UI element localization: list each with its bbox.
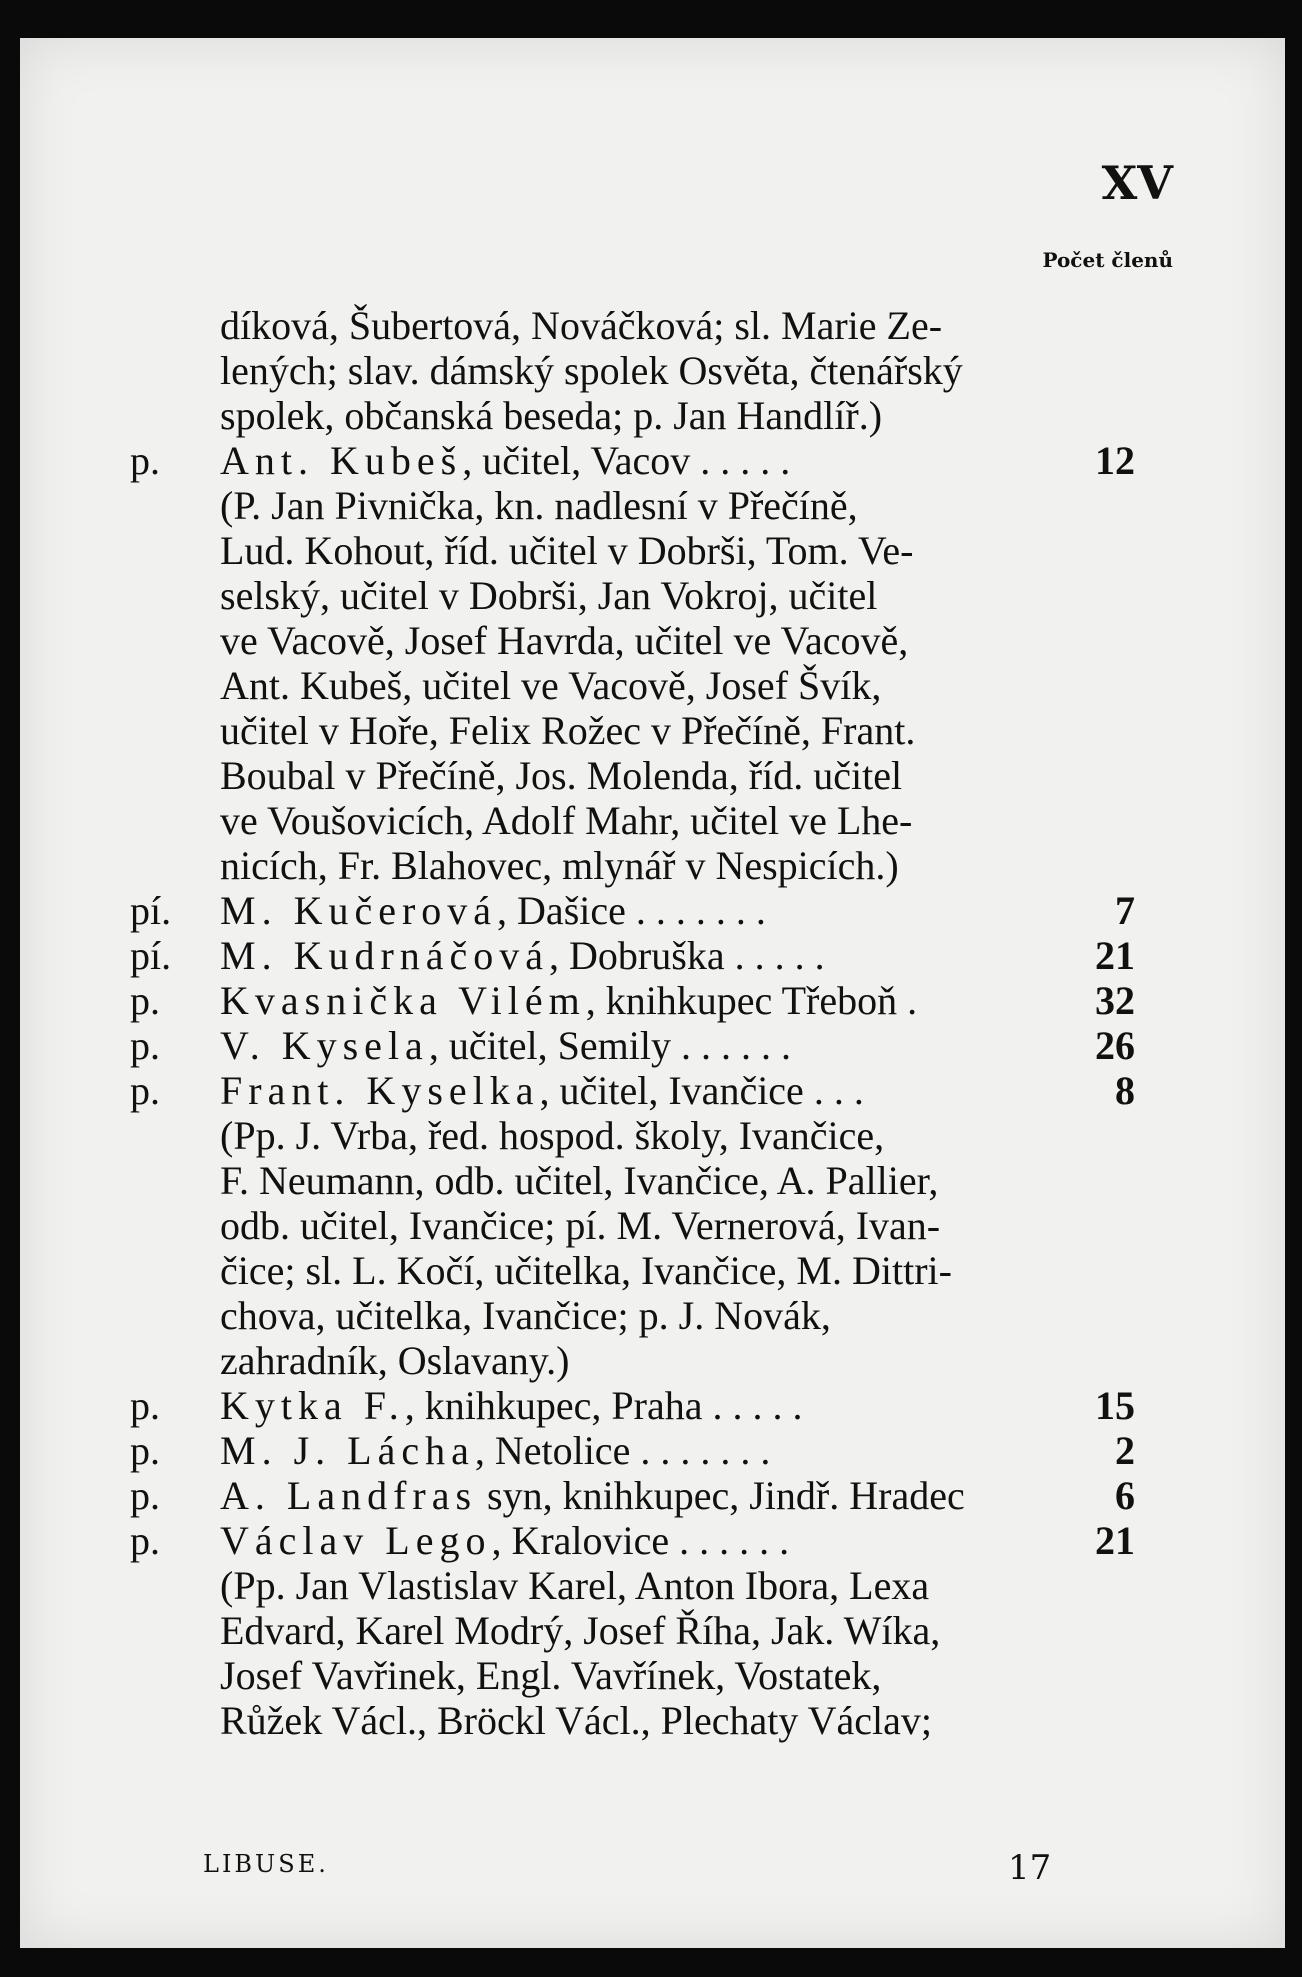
- entry-text: [220, 438, 1080, 483]
- entry-prefix: p.: [130, 1473, 160, 1518]
- entry-prefix: p.: [130, 1068, 160, 1113]
- entry-prefix: pí.: [130, 888, 172, 933]
- member-entry: [130, 438, 1135, 483]
- text-line: [130, 528, 1135, 573]
- text-line: [130, 1158, 1135, 1203]
- member-name: V. Kysela: [220, 1023, 429, 1068]
- member-entry: [130, 1023, 1135, 1068]
- book-page: [20, 38, 1285, 1948]
- text-line: [130, 843, 1135, 888]
- member-details: , učitel, Ivančice . . .: [539, 1068, 864, 1113]
- entry-text: [220, 888, 1080, 933]
- line-text: zahradník, Oslavany.): [220, 1338, 570, 1383]
- line-text: lených; slav. dámský spolek Osvěta, čtenářský: [220, 348, 963, 393]
- member-details: , Kralovice . . . . . .: [491, 1518, 790, 1563]
- entry-text: [220, 1518, 1080, 1563]
- entry-text: [220, 1068, 1080, 1113]
- member-count: 7: [1115, 888, 1135, 933]
- member-count: 32: [1095, 978, 1135, 1023]
- member-name: Ant. Kubeš: [220, 438, 463, 483]
- member-name: Kytka F.: [220, 1383, 405, 1428]
- member-details: , učitel, Vacov . . . . .: [462, 438, 791, 483]
- text-line: [130, 1608, 1135, 1653]
- text-line: [130, 1248, 1135, 1293]
- column-title: Počet členů: [1042, 248, 1173, 272]
- line-text: díková, Šubertová, Nováčková; sl. Marie Ze-: [220, 303, 943, 348]
- entry-prefix: p.: [130, 1428, 160, 1473]
- entry-text: [220, 1428, 1080, 1473]
- line-text: Lud. Kohout, říd. učitel v Dobrši, Tom. Ve-: [220, 528, 914, 573]
- text-line: [130, 483, 1135, 528]
- member-count: 12: [1095, 438, 1135, 483]
- line-text: čice; sl. L. Kočí, učitelka, Ivančice, M. Dittri-: [220, 1248, 952, 1293]
- member-count: 21: [1095, 1518, 1135, 1563]
- footer-signature: LIBUSE.: [203, 1850, 329, 1878]
- text-line: [130, 1338, 1135, 1383]
- line-text: ve Voušovicích, Adolf Mahr, učitel ve Lhe-: [220, 798, 913, 843]
- member-name: Frant. Kyselka: [220, 1068, 540, 1113]
- page-number: XV: [1101, 156, 1173, 210]
- member-name: A. Landfras: [220, 1473, 478, 1518]
- text-line: [130, 618, 1135, 663]
- text-line: [130, 573, 1135, 618]
- member-details: , knihkupec Třeboň .: [585, 978, 918, 1023]
- member-details: , Netolice . . . . . . .: [474, 1428, 771, 1473]
- entry-prefix: p.: [130, 1383, 160, 1428]
- text-line: [130, 303, 1135, 348]
- entry-prefix: pí.: [130, 933, 172, 978]
- line-text: selský, učitel v Dobrši, Jan Vokroj, učitel: [220, 573, 878, 618]
- entry-prefix: p.: [130, 1023, 160, 1068]
- text-line: [130, 393, 1135, 438]
- member-count: 21: [1095, 933, 1135, 978]
- line-text: ve Vacově, Josef Havrda, učitel ve Vacově,: [220, 618, 909, 663]
- entry-text: [220, 978, 1080, 1023]
- text-line: [130, 663, 1135, 708]
- member-entry: [130, 978, 1135, 1023]
- entry-text: [220, 933, 1080, 978]
- line-text: Boubal v Přečíně, Jos. Molenda, říd. učitel: [220, 753, 903, 798]
- member-entry: [130, 1473, 1135, 1518]
- member-name: Václav Lego: [220, 1518, 492, 1563]
- line-text: (Pp. Jan Vlastislav Karel, Anton Ibora, Lexa: [220, 1563, 930, 1608]
- member-entry: [130, 1068, 1135, 1113]
- member-name: M. Kudrnáčová: [220, 933, 550, 978]
- member-count: 6: [1115, 1473, 1135, 1518]
- member-list: [130, 303, 1135, 1743]
- line-text: (Pp. J. Vrba, řed. hospod. školy, Ivančice,: [220, 1113, 885, 1158]
- text-line: [130, 1563, 1135, 1608]
- member-name: M. J. Lácha: [220, 1428, 475, 1473]
- text-line: [130, 1698, 1135, 1743]
- member-details: , Dobruška . . . . .: [549, 933, 825, 978]
- text-line: [130, 798, 1135, 843]
- member-name: Kvasnička Vilém: [220, 978, 586, 1023]
- text-line: [130, 1203, 1135, 1248]
- text-line: [130, 1653, 1135, 1698]
- line-text: spolek, občanská beseda; p. Jan Handlíř.): [220, 393, 883, 438]
- entry-text: [220, 1383, 1080, 1428]
- line-text: nicích, Fr. Blahovec, mlynář v Nespicích.): [220, 843, 899, 888]
- member-details: , knihkupec, Praha . . . . .: [404, 1383, 803, 1428]
- line-text: Ant. Kubeš, učitel ve Vacově, Josef Švík,: [220, 663, 882, 708]
- member-name: M. Kučerová: [220, 888, 498, 933]
- member-entry: [130, 1428, 1135, 1473]
- member-entry: [130, 933, 1135, 978]
- member-entry: [130, 888, 1135, 933]
- line-text: Edvard, Karel Modrý, Josef Říha, Jak. Wíka,: [220, 1608, 941, 1653]
- line-text: (P. Jan Pivnička, kn. nadlesní v Přečíně,: [220, 483, 858, 528]
- line-text: chova, učitelka, Ivančice; p. J. Novák,: [220, 1293, 831, 1338]
- text-line: [130, 1293, 1135, 1338]
- member-details: , učitel, Semily . . . . . .: [428, 1023, 791, 1068]
- member-entry: [130, 1383, 1135, 1428]
- entry-prefix: p.: [130, 1518, 160, 1563]
- member-details: , Dašice . . . . . . .: [497, 888, 766, 933]
- entry-text: [220, 1023, 1080, 1068]
- line-text: odb. učitel, Ivančice; pí. M. Vernerová, Ivan-: [220, 1203, 941, 1248]
- member-details: syn, knihkupec, Jindř. Hradec: [477, 1473, 965, 1518]
- line-text: F. Neumann, odb. učitel, Ivančice, A. Pallier,: [220, 1158, 939, 1203]
- text-line: [130, 708, 1135, 753]
- text-line: [130, 753, 1135, 798]
- sheet-number: 17: [1008, 1848, 1052, 1888]
- member-entry: [130, 1518, 1135, 1563]
- entry-prefix: p.: [130, 978, 160, 1023]
- line-text: učitel v Hoře, Felix Rožec v Přečíně, Frant.: [220, 708, 916, 753]
- text-line: [130, 348, 1135, 393]
- line-text: Josef Vavřinek, Engl. Vavřínek, Vostatek,: [220, 1653, 882, 1698]
- member-count: 26: [1095, 1023, 1135, 1068]
- member-count: 2: [1115, 1428, 1135, 1473]
- entry-prefix: p.: [130, 438, 160, 483]
- member-count: 8: [1115, 1068, 1135, 1113]
- text-line: [130, 1113, 1135, 1158]
- line-text: Růžek Václ., Bröckl Václ., Plechaty Václav;: [220, 1698, 933, 1743]
- member-count: 15: [1095, 1383, 1135, 1428]
- entry-text: [220, 1473, 1080, 1518]
